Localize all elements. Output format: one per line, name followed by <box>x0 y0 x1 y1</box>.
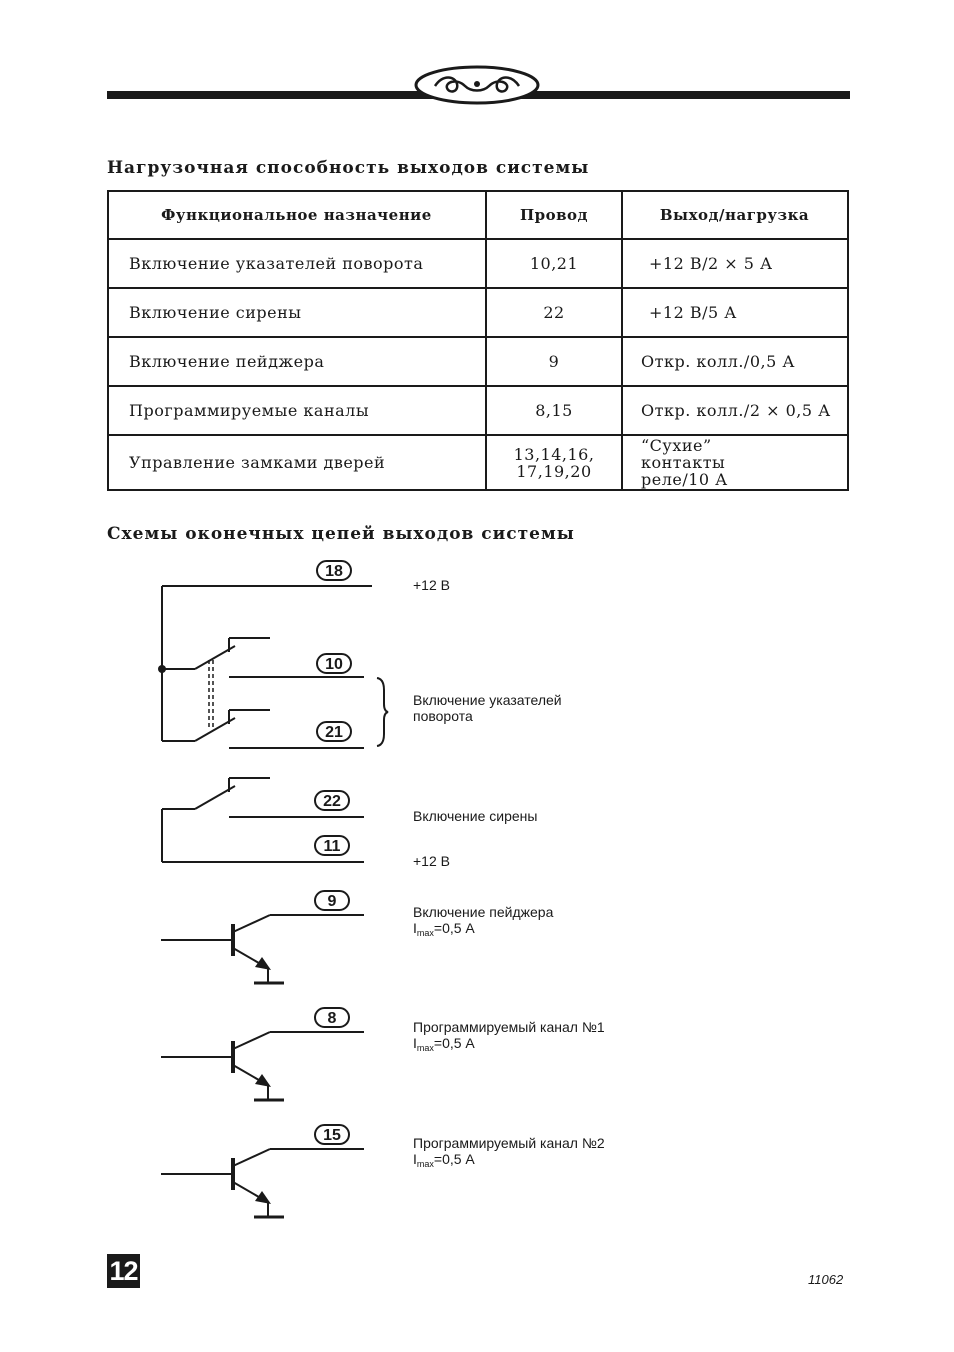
terminal-10 <box>317 654 351 673</box>
label-pager-imax: $I_{max}=0,5$ А <box>413 920 475 938</box>
label-turn-signals <box>413 692 562 724</box>
column-header-wire: Провод <box>486 191 622 239</box>
column-header-function: Функциональное назначение <box>108 191 486 239</box>
label-siren: Включение сирены <box>413 808 538 824</box>
cell-function: Включение сирены <box>108 288 486 337</box>
label-channel1-imax: $I_{max}=0,5$ А <box>413 1035 475 1053</box>
label-channel1 <box>413 1019 605 1056</box>
label-pager-title: Включение пейджера <box>413 904 554 920</box>
cell-wire: 8,15 <box>486 386 622 435</box>
cell-load: Откр. колл./0,5 А <box>622 337 848 386</box>
junction-dot <box>158 665 166 673</box>
cell-wire: 10,21 <box>486 239 622 288</box>
cell-load: Откр. колл./2 × 0,5 А <box>622 386 848 435</box>
label-channel2 <box>413 1135 605 1172</box>
cell-load: +12 В/5 А <box>622 288 848 337</box>
cell-load: “Сухие” контакты реле/10 А <box>622 435 848 490</box>
svg-text:8: 8 <box>327 1010 337 1027</box>
label-channel2-title: Программируемый канал №2 <box>413 1135 605 1151</box>
terminal-22 <box>315 791 349 810</box>
cell-function: Управление замками дверей <box>108 435 486 490</box>
svg-text:21: 21 <box>325 724 343 741</box>
label-pager <box>413 904 553 941</box>
diagram-section-title: Схемы оконечных цепей выходов системы <box>107 524 575 544</box>
svg-text:9: 9 <box>327 893 337 910</box>
cell-function: Включение указателей поворота <box>108 239 486 288</box>
terminal-9 <box>315 891 349 910</box>
label-channel2-imax: $I_{max}=0,5$ А <box>413 1151 475 1169</box>
document-code: 11062 <box>808 1272 844 1287</box>
svg-text:10: 10 <box>325 656 343 673</box>
terminal-18 <box>317 561 351 580</box>
label-turn-signals-line1: Включение указателей <box>413 692 562 708</box>
label-plus12-bottom: +12 В <box>413 853 450 869</box>
table-section-title: Нагрузочная способность выходов системы <box>107 158 590 178</box>
cell-load: +12 В/2 × 5 А <box>622 239 848 288</box>
label-channel1-title: Программируемый канал №1 <box>413 1019 605 1035</box>
cell-function: Программируемые каналы <box>108 386 486 435</box>
cell-wire: 22 <box>486 288 622 337</box>
page-number: 12 <box>107 1254 140 1288</box>
column-header-load: Выход/нагрузка <box>622 191 848 239</box>
svg-text:22: 22 <box>323 793 341 810</box>
label-plus12-top: +12 В <box>413 577 450 593</box>
svg-text:18: 18 <box>325 563 343 580</box>
terminal-21 <box>317 722 351 741</box>
terminal-15 <box>315 1125 349 1144</box>
cell-wire: 13,14,16, 17,19,20 <box>486 435 622 490</box>
terminal-8 <box>315 1008 349 1027</box>
label-turn-signals-line2: поворота <box>413 708 473 724</box>
svg-text:15: 15 <box>323 1127 341 1144</box>
svg-text:11: 11 <box>323 838 341 855</box>
cell-function: Включение пейджера <box>108 337 486 386</box>
terminal-11 <box>315 836 349 855</box>
cell-wire: 9 <box>486 337 622 386</box>
